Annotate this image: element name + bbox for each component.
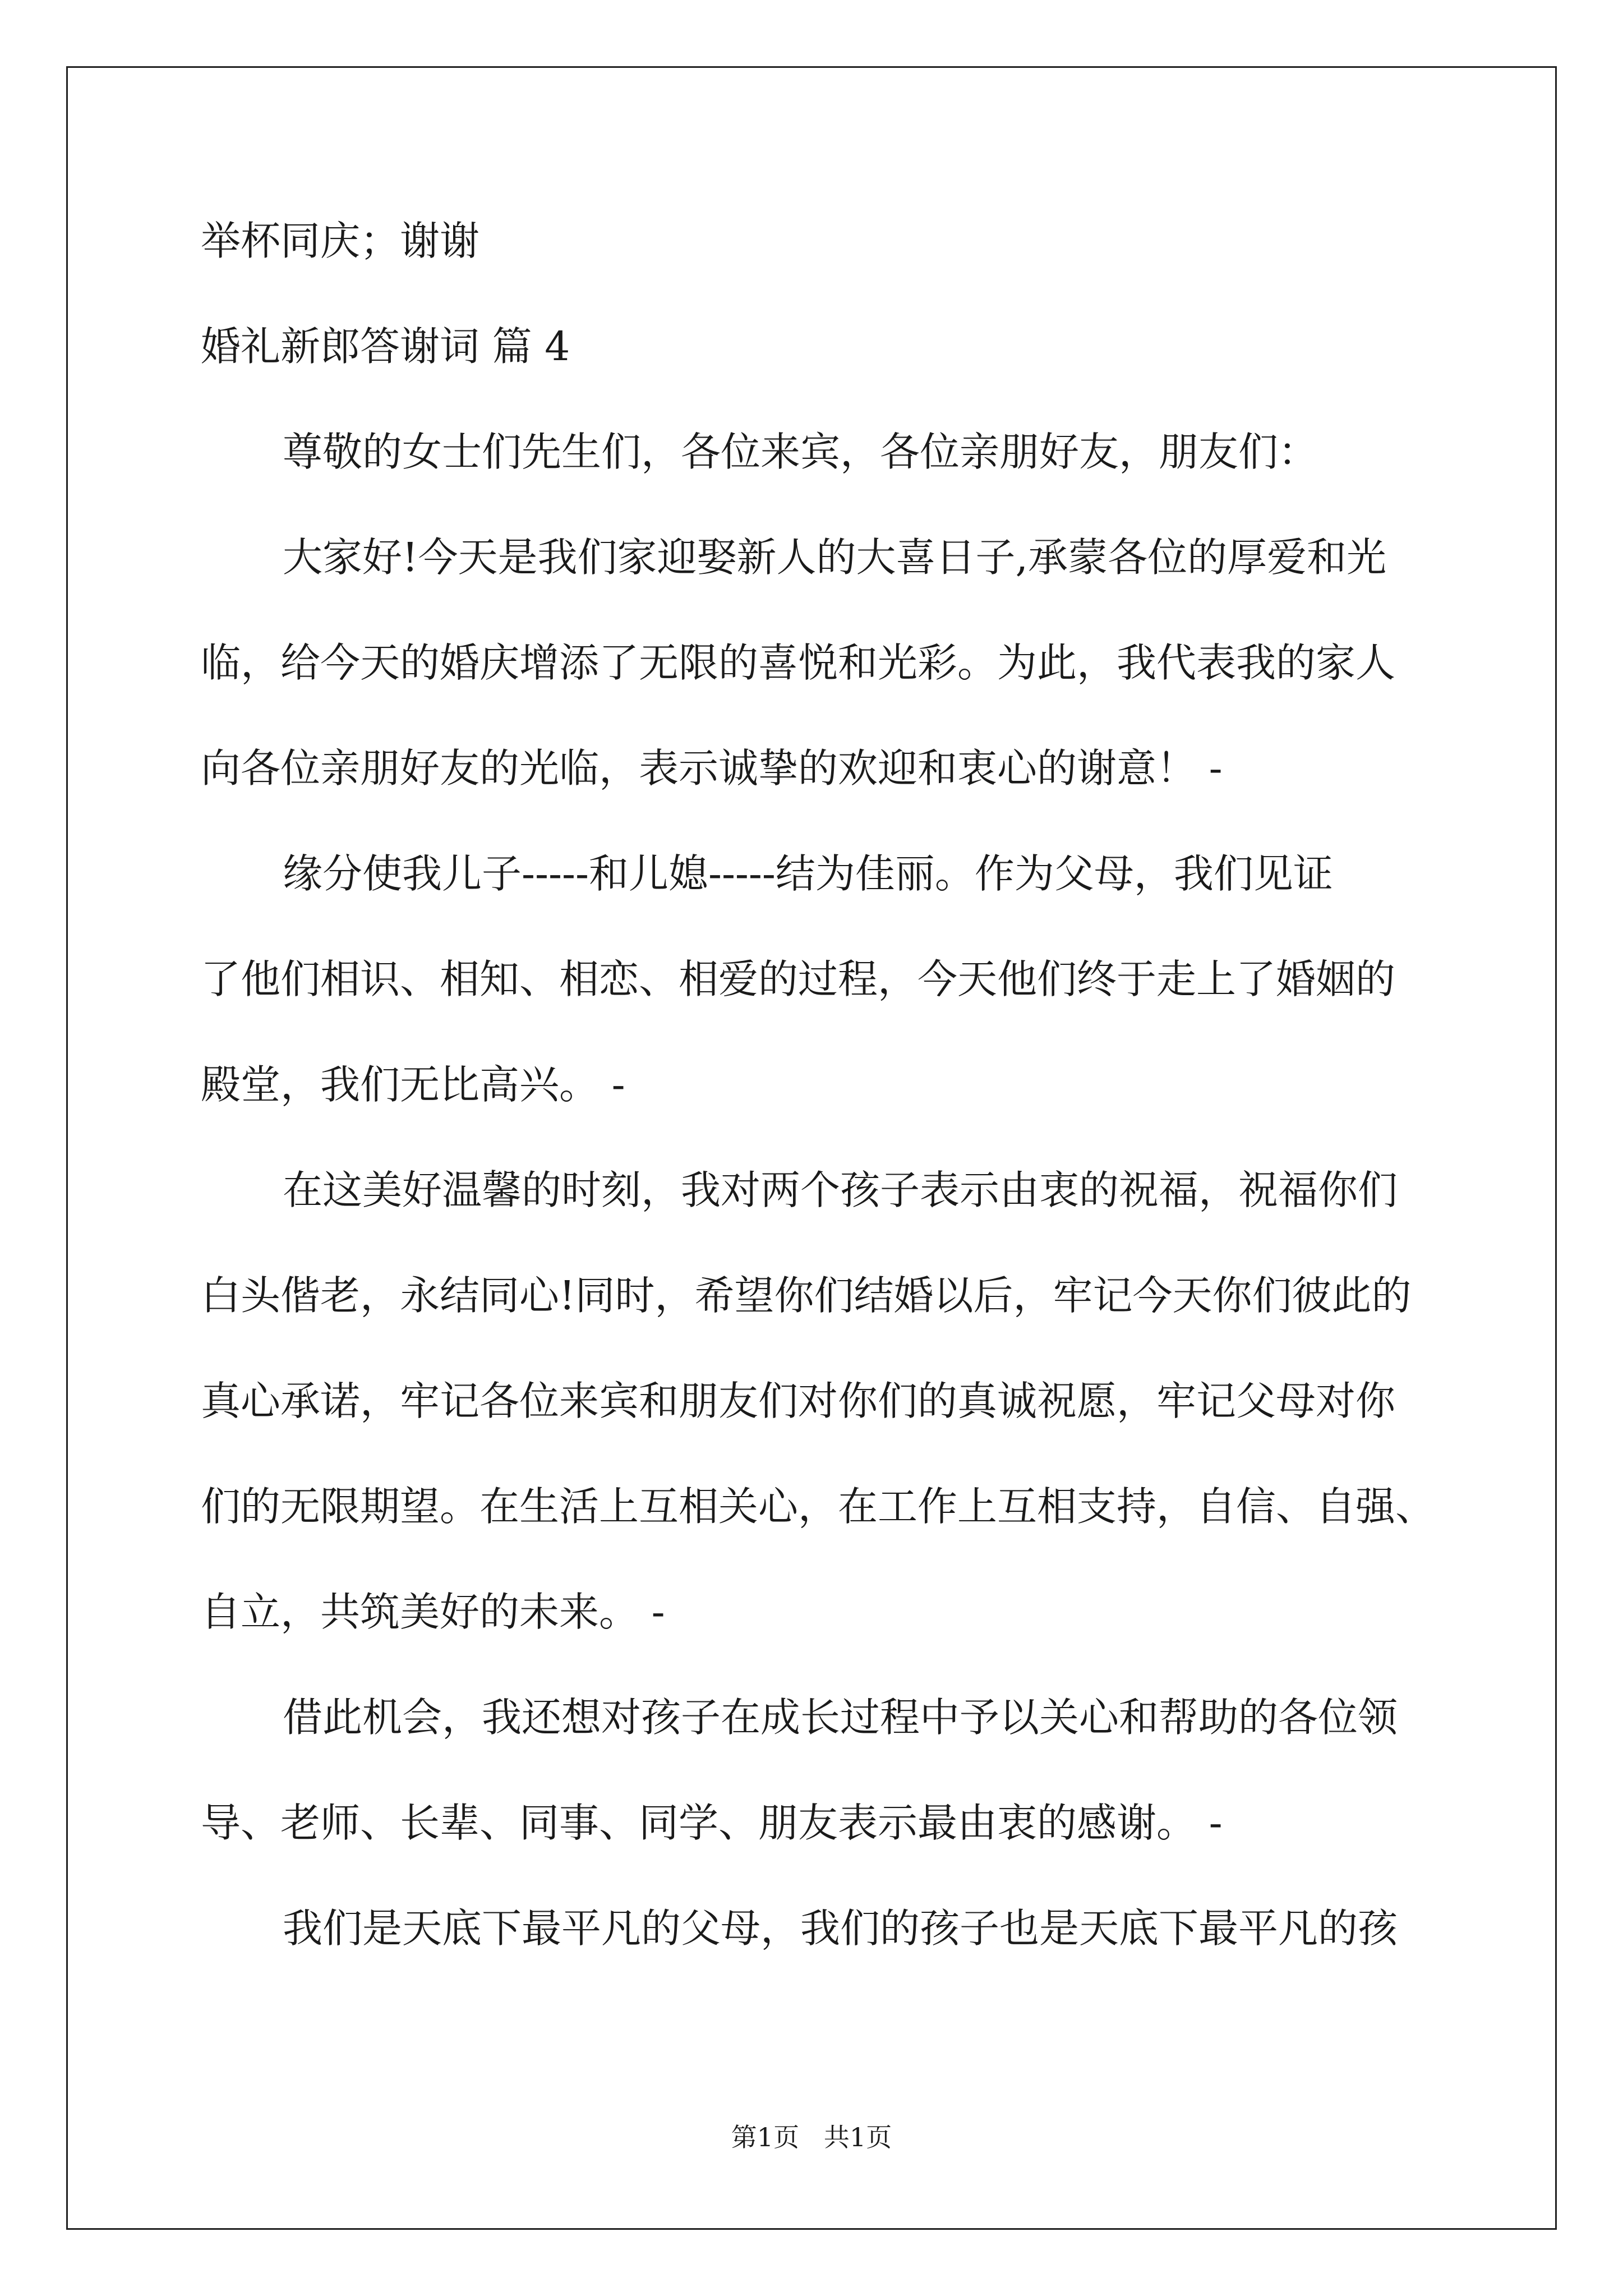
text-line: 缘分使我儿子-----和儿媳-----结为佳丽。作为父母，我们见证	[283, 850, 1333, 897]
text-line: 尊敬的女士们先生们，各位来宾，各位亲朋好友，朋友们：	[283, 429, 1318, 475]
text-line: 殿堂，我们无比高兴。 -	[201, 1061, 625, 1108]
text-line: 大家好!今天是我们家迎娶新人的大喜日子,承蒙各位的厚爱和光	[283, 534, 1387, 581]
text-line: 了他们相识、相知、相恋、相爱的过程，今天他们终于走上了婚姻的	[201, 956, 1396, 1002]
text-line: 自立，共筑美好的未来。 -	[201, 1589, 665, 1635]
text-line: 我们是天底下最平凡的父母，我们的孩子也是天底下最平凡的孩	[283, 1905, 1398, 1952]
text-line: 举杯同庆；谢谢	[201, 218, 480, 264]
text-line: 们的无限期望。在生活上互相关心，在工作上互相支持，自信、自强、	[201, 1483, 1436, 1530]
text-line: 在这美好温馨的时刻，我对两个孩子表示由衷的祝福，祝福你们	[283, 1167, 1398, 1213]
page-footer: 第1页 共1页	[731, 2122, 892, 2152]
text-line: 借此机会，我还想对孩子在成长过程中予以关心和帮助的各位领	[283, 1694, 1398, 1741]
text-line: 真心承诺，牢记各位来宾和朋友们对你们的真诚祝愿，牢记父母对你	[201, 1378, 1396, 1424]
text-line: 导、老师、长辈、同事、同学、朋友表示最由衷的感谢。 -	[201, 1800, 1223, 1846]
text-line: 临，给今天的婚庆增添了无限的喜悦和光彩。为此，我代表我的家人	[201, 639, 1396, 686]
section-heading: 婚礼新郎答谢词 篇 4	[201, 323, 570, 370]
text-line: 白头偕老，永结同心!同时，希望你们结婚以后，牢记今天你们彼此的	[201, 1272, 1412, 1319]
text-line: 向各位亲朋好友的光临，表示诚挚的欢迎和衷心的谢意！ -	[201, 745, 1223, 792]
